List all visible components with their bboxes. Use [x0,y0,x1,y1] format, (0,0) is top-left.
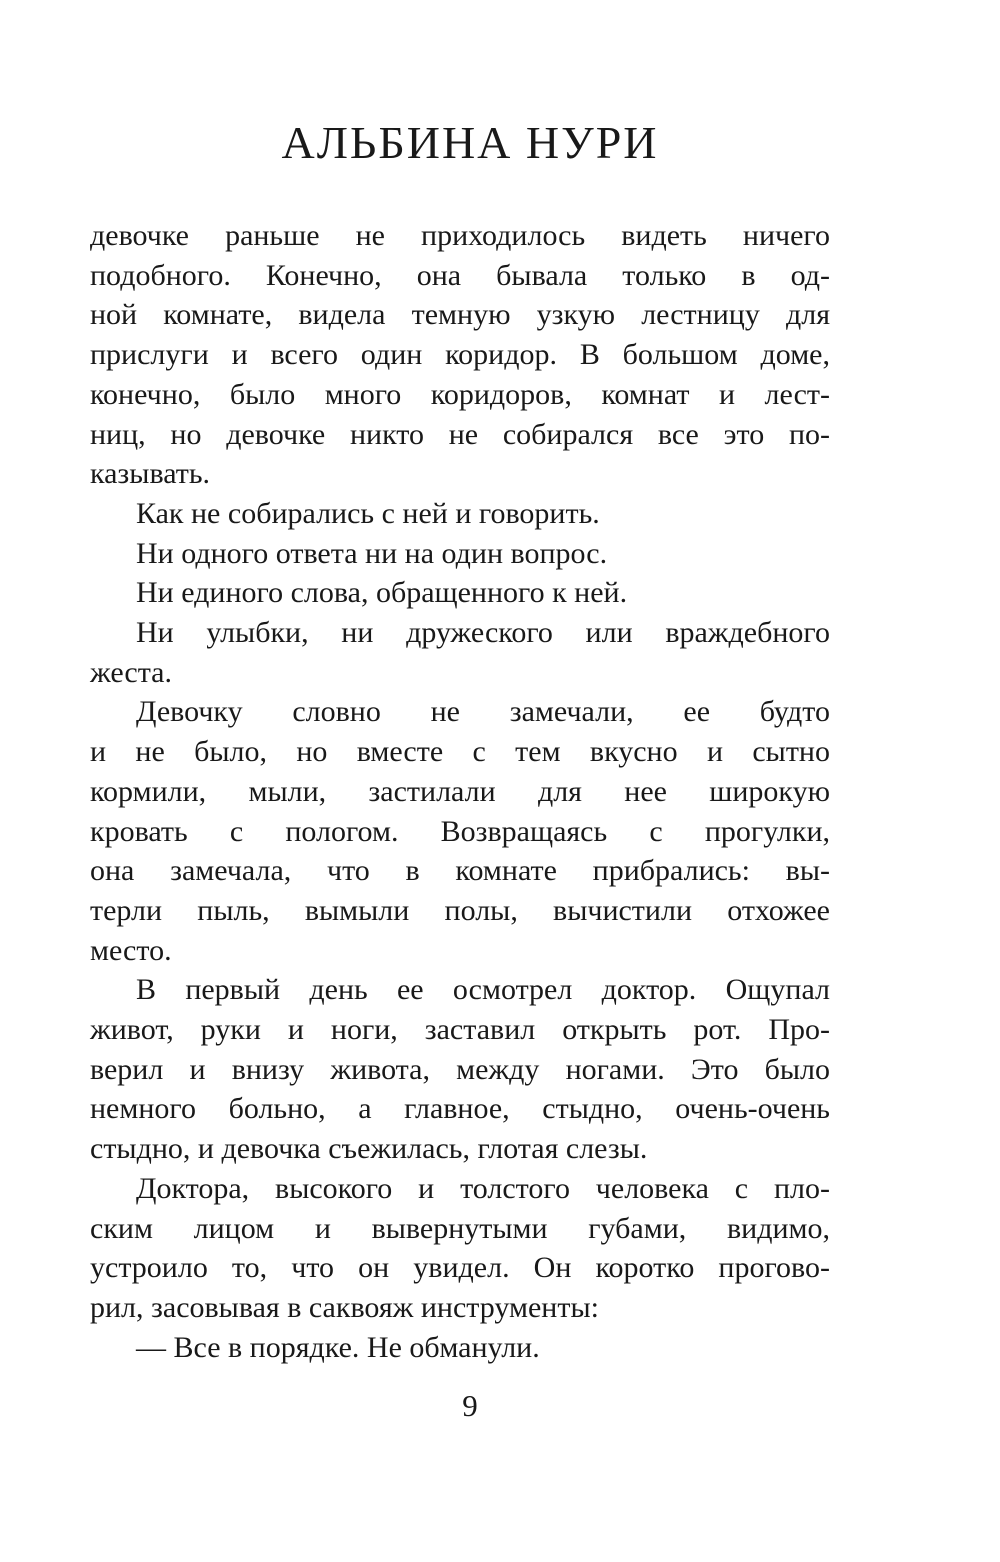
text-line: кровать с пологом. Возвращаясь с прогулки, [90,814,830,848]
text-line: Ни одного ответа ни на один вопрос. [136,536,608,570]
text-line: живот, руки и ноги, заставил открыть рот. Про- [90,1013,830,1047]
text-line: казывать. [90,457,211,491]
text-line: рил, засовывая в саквояж инструменты: [90,1290,599,1324]
text-line: стыдно, и девочка съежилась, глотая слезы. [90,1132,648,1166]
text-line: устроило то, что он увидел. Он коротко прогово- [90,1251,830,1285]
text-line: она замечала, что в комнате прибрались: вы- [90,854,830,888]
text-line: немного больно, а главное, стыдно, очень-очень [90,1092,830,1126]
text-line: прислуги и всего один коридор. В большом доме, [90,338,830,372]
text-line: В первый день ее осмотрел доктор. Ощупал [136,973,830,1007]
text-line: ной комнате, видела темную узкую лестницу для [90,298,830,332]
text-line: и не было, но вместе с тем вкусно и сытно [90,735,830,769]
text-line: верил и внизу живота, между ногами. Это было [90,1052,830,1086]
text-line: жеста. [90,655,173,689]
text-line: терли пыль, вымыли полы, вычистили отхожее [90,893,830,927]
text-line: ниц, но девочке никто не собирался все это по- [90,417,830,451]
text-line: Доктора, высокого и толстого человека с пло- [136,1171,830,1205]
text-line: конечно, было много коридоров, комнат и лест- [90,377,830,411]
text-line: Ни улыбки, ни дружеского или враждебного [136,616,830,650]
text-line: девочке раньше не приходилось видеть ничего [90,219,830,252]
text-line: Девочку словно не замечали, ее будто [136,695,830,729]
text-line: подобного. Конечно, она бывала только в од- [90,258,830,292]
body-text [90,216,830,1367]
text-line: ским лицом и вывернутыми губами, видимо, [90,1211,830,1245]
text-line: — Все в порядке. Не обманули. [136,1330,540,1364]
page-number: 9 [462,1388,478,1423]
text-line: кормили, мыли, застилали для нее широкую [90,774,830,808]
text-line: место. [90,933,172,967]
running-header: АЛЬБИНА НУРИ [281,117,659,168]
text-line: Ни единого слова, обращенного к ней. [136,576,628,610]
text-line: Как не собирались с ней и говорить. [136,496,600,530]
